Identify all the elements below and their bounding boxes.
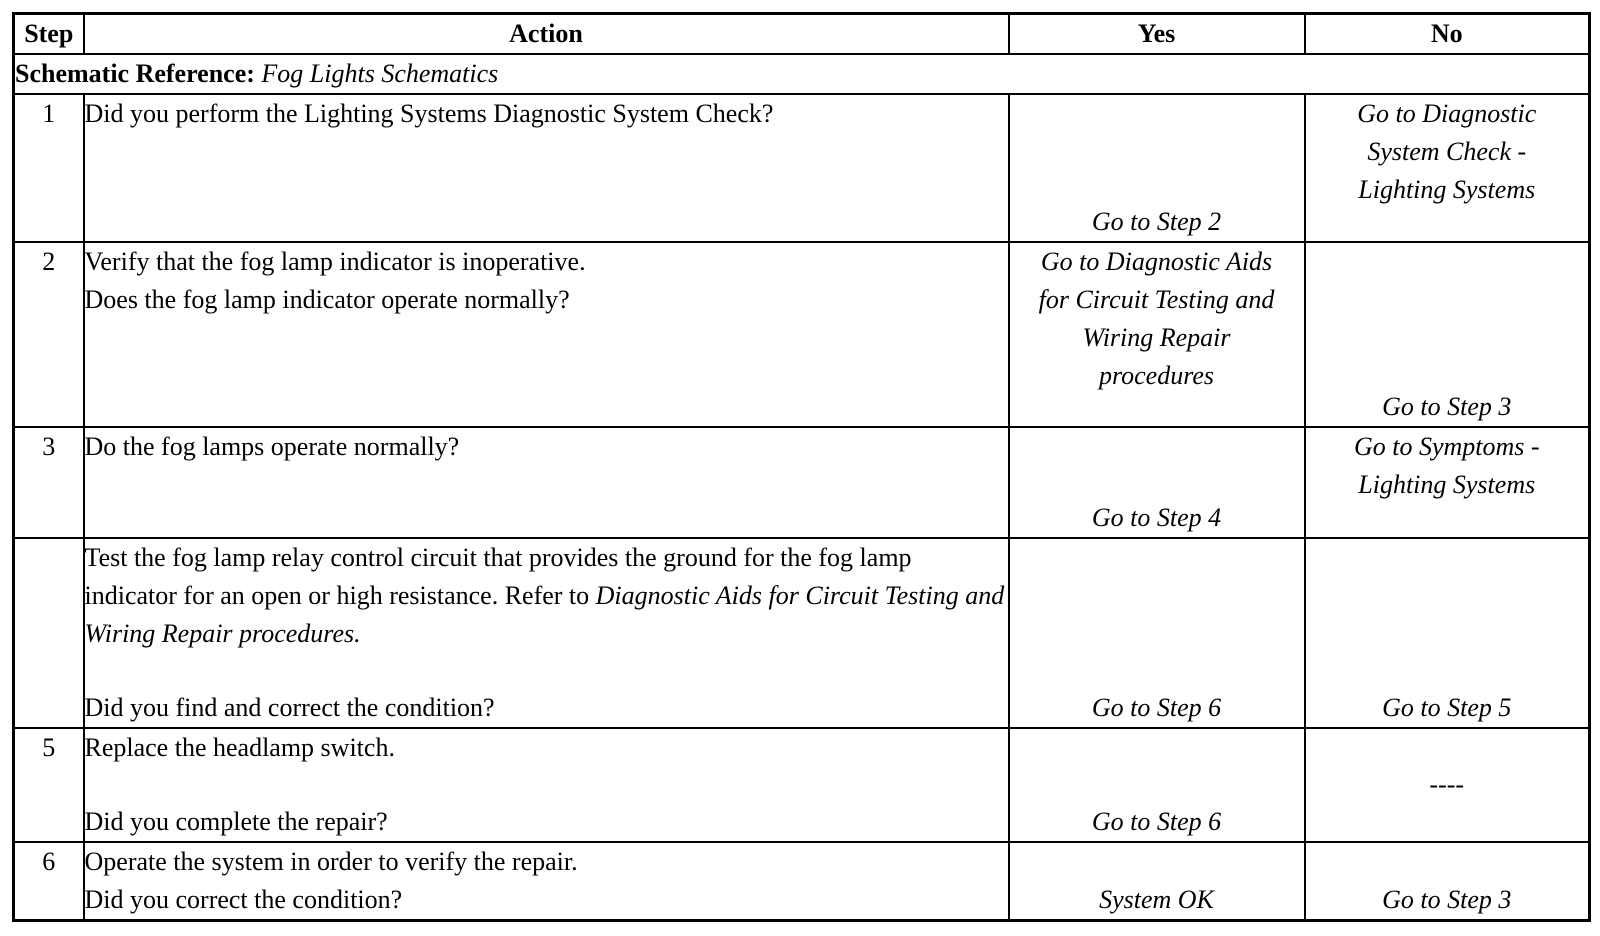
action-question: Did you complete the repair? (84, 807, 388, 836)
no-cell (1305, 538, 1590, 728)
action-text: Verify that the fog lamp indicator is inoperative. (84, 247, 586, 276)
step-number: 2 (14, 242, 84, 427)
no-link[interactable]: Go to Step 5 (1382, 693, 1512, 722)
action-text: Did you perform the Lighting Systems Diagnostic System Check? (84, 99, 774, 128)
no-link[interactable]: Go to Step 3 (1382, 885, 1512, 914)
step-number (14, 538, 84, 728)
table-row (14, 538, 1590, 728)
no-cell (1305, 242, 1590, 427)
action-cell (84, 842, 1009, 921)
action-instruction: Test the fog lamp relay control circuit that provides the ground for the fog lamp indicator for an open or high resistance. Refer to (84, 543, 912, 610)
no-cell (1305, 427, 1590, 538)
action-cell (84, 427, 1009, 538)
schematic-reference-row (14, 54, 1590, 94)
table-row (14, 94, 1590, 242)
step-number: 5 (14, 728, 84, 842)
yes-cell (1009, 728, 1305, 842)
table-row (14, 242, 1590, 427)
yes-cell (1009, 242, 1305, 427)
yes-cell (1009, 842, 1305, 921)
header-step: Step (14, 14, 84, 55)
action-cell (84, 242, 1009, 427)
yes-cell (1009, 427, 1305, 538)
yes-link[interactable]: Go to Step 6 (1091, 693, 1222, 722)
yes-cell (1009, 94, 1305, 242)
no-link[interactable]: Go to Step 3 (1382, 392, 1512, 421)
step-number: 1 (14, 94, 84, 242)
no-cell (1305, 728, 1590, 842)
action-question: Did you find and correct the condition? (84, 693, 495, 722)
action-cell (84, 728, 1009, 842)
step-number: 3 (14, 427, 84, 538)
yes-link[interactable]: Go to Step 6 (1091, 807, 1222, 836)
action-question: Does the fog lamp indicator operate normally? (84, 285, 570, 314)
no-cell (1305, 94, 1590, 242)
yes-cell (1009, 538, 1305, 728)
no-link[interactable]: Go to Diagnostic System Check - Lighting Systems (1357, 99, 1537, 204)
table-row (14, 728, 1590, 842)
diagnostic-table (12, 12, 1591, 922)
action-text (85, 539, 1008, 653)
header-yes: Yes (1009, 14, 1305, 55)
schematic-reference-label: Schematic Reference: (15, 59, 255, 88)
header-action: Action (84, 14, 1009, 55)
table-row (14, 842, 1590, 921)
no-empty-marker: ---- (1429, 770, 1465, 799)
schematic-reference (14, 54, 1590, 94)
yes-link[interactable]: Go to Step 4 (1091, 503, 1222, 532)
yes-link[interactable]: System OK (1099, 885, 1214, 914)
step-number: 6 (14, 842, 84, 921)
action-text: Replace the headlamp switch. (84, 733, 395, 762)
yes-link[interactable]: Go to Diagnostic Aids for Circuit Testing and Wiring Repair procedures (1038, 247, 1275, 390)
action-cell (84, 94, 1009, 242)
header-row (14, 14, 1590, 55)
action-question: Did you correct the condition? (84, 885, 403, 914)
header-no: No (1305, 14, 1590, 55)
yes-link[interactable]: Go to Step 2 (1091, 207, 1222, 236)
schematic-reference-link[interactable]: Fog Lights Schematics (261, 59, 499, 88)
action-text: Operate the system in order to verify the repair. (84, 847, 578, 876)
table-row (14, 427, 1590, 538)
no-link[interactable]: Go to Symptoms - Lighting Systems (1353, 432, 1540, 499)
action-reference-link[interactable]: Diagnostic Aids for Circuit Testing and Wiring Repair procedures. (84, 581, 1005, 648)
action-text: Do the fog lamps operate normally? (84, 432, 460, 461)
action-cell (84, 538, 1009, 728)
no-cell (1305, 842, 1590, 921)
